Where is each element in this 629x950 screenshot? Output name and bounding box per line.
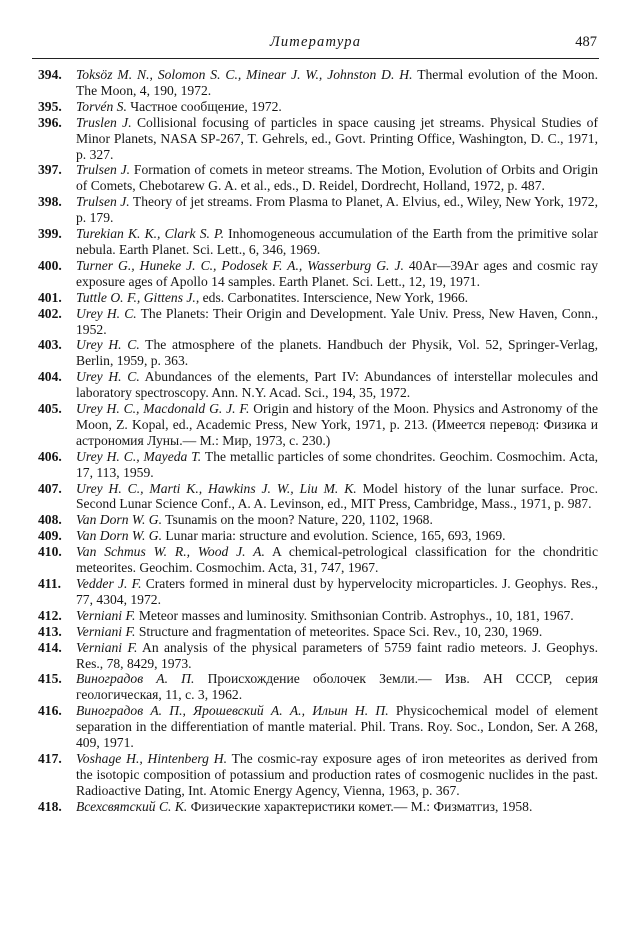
- reference-entry: [38, 337, 598, 369]
- reference-number: 410.: [38, 544, 62, 560]
- reference-text: Craters formed in mineral dust by hypervelocity microparticles. J. Geophys. Res., 77, 4304, 1972.: [76, 576, 598, 607]
- reference-entry: [38, 608, 598, 624]
- reference-authors: Tuttle O. F., Gittens J.,: [76, 289, 200, 305]
- reference-entry: [38, 751, 598, 799]
- reference-authors: Urey H. C., Macdonald G. J. F.: [76, 401, 250, 417]
- reference-entry: [38, 258, 598, 290]
- reference-text: Физические характеристики комет.— М.: Физматгиз, 1958.: [187, 798, 533, 814]
- reference-number: 411.: [38, 576, 62, 591]
- reference-authors: Van Dorn W. G.: [76, 528, 162, 544]
- reference-entry: [38, 306, 598, 338]
- reference-number: 397.: [38, 162, 62, 178]
- reference-number: 396.: [38, 114, 62, 130]
- reference-text: An analysis of the physical parameters of 5759 faint radio meteors. J. Geophys. Res., 78, 8429, 1973.: [76, 639, 598, 671]
- reference-number: 403.: [38, 337, 62, 353]
- reference-number: 402.: [38, 305, 62, 321]
- reference-entry: [38, 576, 598, 608]
- reference-authors: Всехсвятский С. К.: [76, 798, 188, 814]
- reference-text: The metallic particles of some chondrites. Geochim. Cosmochim. Acta, 17, 113, 1959.: [76, 448, 599, 480]
- reference-text: Meteor masses and luminosity. Smithsonian Contrib. Astrophys., 10, 181, 1967.: [135, 607, 574, 623]
- reference-entry: [38, 799, 598, 815]
- reference-text: Происхождение оболочек Земли.— Изв. АН СССР, серия геологическая, 11, с. 3, 1962.: [76, 671, 598, 703]
- reference-authors: Urey H. C., Mayeda T.: [76, 448, 202, 464]
- reference-authors: Виноградов А. П., Ярошевский А. А., Ильин Н. П.: [76, 703, 389, 719]
- reference-entry: [38, 115, 598, 163]
- reference-number: 406.: [38, 448, 62, 464]
- reference-number: 416.: [38, 703, 62, 719]
- reference-entry: [38, 703, 598, 751]
- reference-number: 415.: [38, 671, 62, 687]
- reference-entry: [38, 67, 598, 99]
- reference-number: 404.: [38, 369, 62, 385]
- reference-number: 398.: [38, 194, 62, 210]
- reference-authors: Urey H. C., Marti K., Hawkins J. W., Liu M. K.: [76, 480, 357, 496]
- reference-text: The atmosphere of the planets. Handbuch der Physik, Vol. 52, Springer-Verlag, Berlin, 1959, p. 363.: [76, 337, 598, 369]
- reference-entry: [38, 162, 598, 194]
- reference-entry: [38, 290, 598, 306]
- reference-entry: [38, 481, 598, 513]
- reference-authors: Turekian K. K., Clark S. P.: [76, 226, 224, 242]
- reference-entry: [38, 624, 598, 640]
- reference-text: Theory of jet streams. From Plasma to Planet, A. Elvius, ed., Wiley, New York, 1972, p. 179.: [76, 194, 598, 226]
- reference-authors: Urey H. C.: [76, 369, 140, 385]
- reference-text: Abundances of the elements, Part IV: Abundances of interstellar molecules and laboratory spectroscopy. Ann. N.Y. Acad. Sci., 194, 35, 1972.: [76, 369, 599, 401]
- reference-authors: Vedder J. F.: [76, 576, 142, 591]
- reference-number: 417.: [38, 750, 62, 766]
- reference-number: 412.: [38, 607, 62, 623]
- reference-text: Частное сообщение, 1972.: [126, 98, 282, 114]
- reference-number: 394.: [38, 67, 62, 82]
- reference-authors: Verniani F.: [76, 623, 136, 639]
- reference-number: 409.: [38, 528, 62, 544]
- reference-number: 399.: [38, 226, 62, 242]
- reference-authors: Виноградов А. П.: [76, 671, 195, 687]
- reference-entry: [38, 401, 598, 449]
- reference-number: 401.: [38, 289, 62, 305]
- reference-authors: Trulsen J.: [76, 194, 130, 210]
- reference-authors: Torvén S.: [76, 98, 127, 114]
- reference-authors: Voshage H., Hintenberg H.: [76, 750, 227, 766]
- reference-entry: [38, 512, 598, 528]
- reference-authors: Verniani F.: [76, 639, 138, 655]
- reference-text: Collisional focusing of particles in space causing jet streams. Physical Studies of Minor Planets, NASA SP-267, T. Gehrels, ed., Govt. Printing Office, Washington, D. C., 1971, p. 327.: [76, 114, 598, 162]
- reference-text: 40Ar—39Ar ages and cosmic ray exposure ages of Apollo 14 samples. Earth Planet. Sci. Lett., 12, 19, 1971.: [76, 257, 598, 289]
- reference-authors: Urey H. C.: [76, 305, 137, 321]
- reference-text: Origin and history of the Moon. Physics and Astronomy of the Moon, Z. Kopal, ed., Academic Press, New York, 1971, p. 213. (Имеется перевод: Физика и астрономия Луны.— М.: Мир, 1973, с. 230.): [76, 401, 598, 448]
- reference-text: Thermal evolution of the Moon. The Moon, 4, 190, 1972.: [76, 67, 599, 98]
- reference-text: The Planets: Their Origin and Development. Yale Univ. Press, New Haven, Conn., 1952.: [76, 305, 598, 337]
- reference-authors: Urey H. C.: [76, 337, 140, 353]
- reference-entry: [38, 544, 598, 576]
- reference-number: 405.: [38, 401, 62, 417]
- reference-entry: [38, 640, 598, 672]
- reference-authors: Toksöz M. N., Solomon S. C., Minear J. W., Johnston D. H.: [76, 67, 413, 82]
- running-header: [32, 30, 599, 59]
- reference-number: 414.: [38, 639, 62, 655]
- running-title: Литература: [269, 34, 362, 50]
- page-number: 487: [575, 34, 597, 50]
- reference-entry: [38, 226, 598, 258]
- reference-text: Lunar maria: structure and evolution. Science, 165, 693, 1969.: [161, 528, 506, 544]
- reference-text: Physicochemical model of element separation in the differentiation of mantle material. Phil. Trans. Roy. Soc., London, Ser. A 268, 409, 1971.: [76, 703, 598, 751]
- reference-text: Formation of comets in meteor streams. The Motion, Evolution of Orbits and Origin of Comets, Chebotarew G. A. et al., eds., D. Reidel, Dordrecht, Holland, 1972, p. 487.: [76, 162, 598, 194]
- reference-list: [38, 67, 598, 815]
- reference-number: 400.: [38, 257, 62, 273]
- reference-entry: [38, 369, 598, 401]
- reference-authors: Verniani F.: [76, 607, 136, 623]
- reference-text: Structure and fragmentation of meteorites. Space Sci. Rev., 10, 230, 1969.: [135, 623, 543, 639]
- reference-authors: Trulsen J.: [76, 162, 131, 178]
- reference-text: eds. Carbonatites. Interscience, New York, 1966.: [199, 289, 469, 305]
- reference-text: A chemical-petrological classification for the chondritic meteorites. Geochim. Cosmochim. Acta, 31, 747, 1967.: [76, 544, 598, 576]
- reference-entry: [38, 671, 598, 703]
- reference-entry: [38, 99, 598, 115]
- reference-authors: Van Dorn W. G.: [76, 512, 162, 528]
- reference-number: 413.: [38, 623, 62, 639]
- reference-text: The cosmic-ray exposure ages of iron meteorites as derived from the isotopic composition of potassium and production rates of cosmogenic nuclides in the past. Radioactive Dating, Int. Atomic Energy Agency, Vienna, 1963, p. 367.: [76, 750, 598, 798]
- reference-text: Model history of the lunar surface. Proc. Second Lunar Science Conf., A. A. Levinson, ed., MIT Press, Cambridge, Mass., 1971, p. 987.: [76, 480, 599, 512]
- reference-number: 395.: [38, 98, 62, 114]
- reference-number: 407.: [38, 480, 62, 496]
- reference-text: Tsunamis on the moon? Nature, 220, 1102, 1968.: [161, 512, 433, 528]
- reference-entry: [38, 528, 598, 544]
- reference-number: 418.: [38, 798, 62, 814]
- reference-text: Inhomogeneous accumulation of the Earth from the primitive solar nebula. Earth Planet. Sci. Lett., 6, 346, 1969.: [76, 226, 598, 257]
- reference-entry: [38, 194, 598, 226]
- reference-entry: [38, 449, 598, 481]
- reference-authors: Truslen J.: [76, 114, 132, 130]
- reference-authors: Van Schmus W. R., Wood J. A.: [76, 544, 265, 560]
- reference-number: 408.: [38, 512, 62, 528]
- reference-authors: Turner G., Huneke J. C., Podosek F. A., Wasserburg G. J.: [76, 257, 404, 273]
